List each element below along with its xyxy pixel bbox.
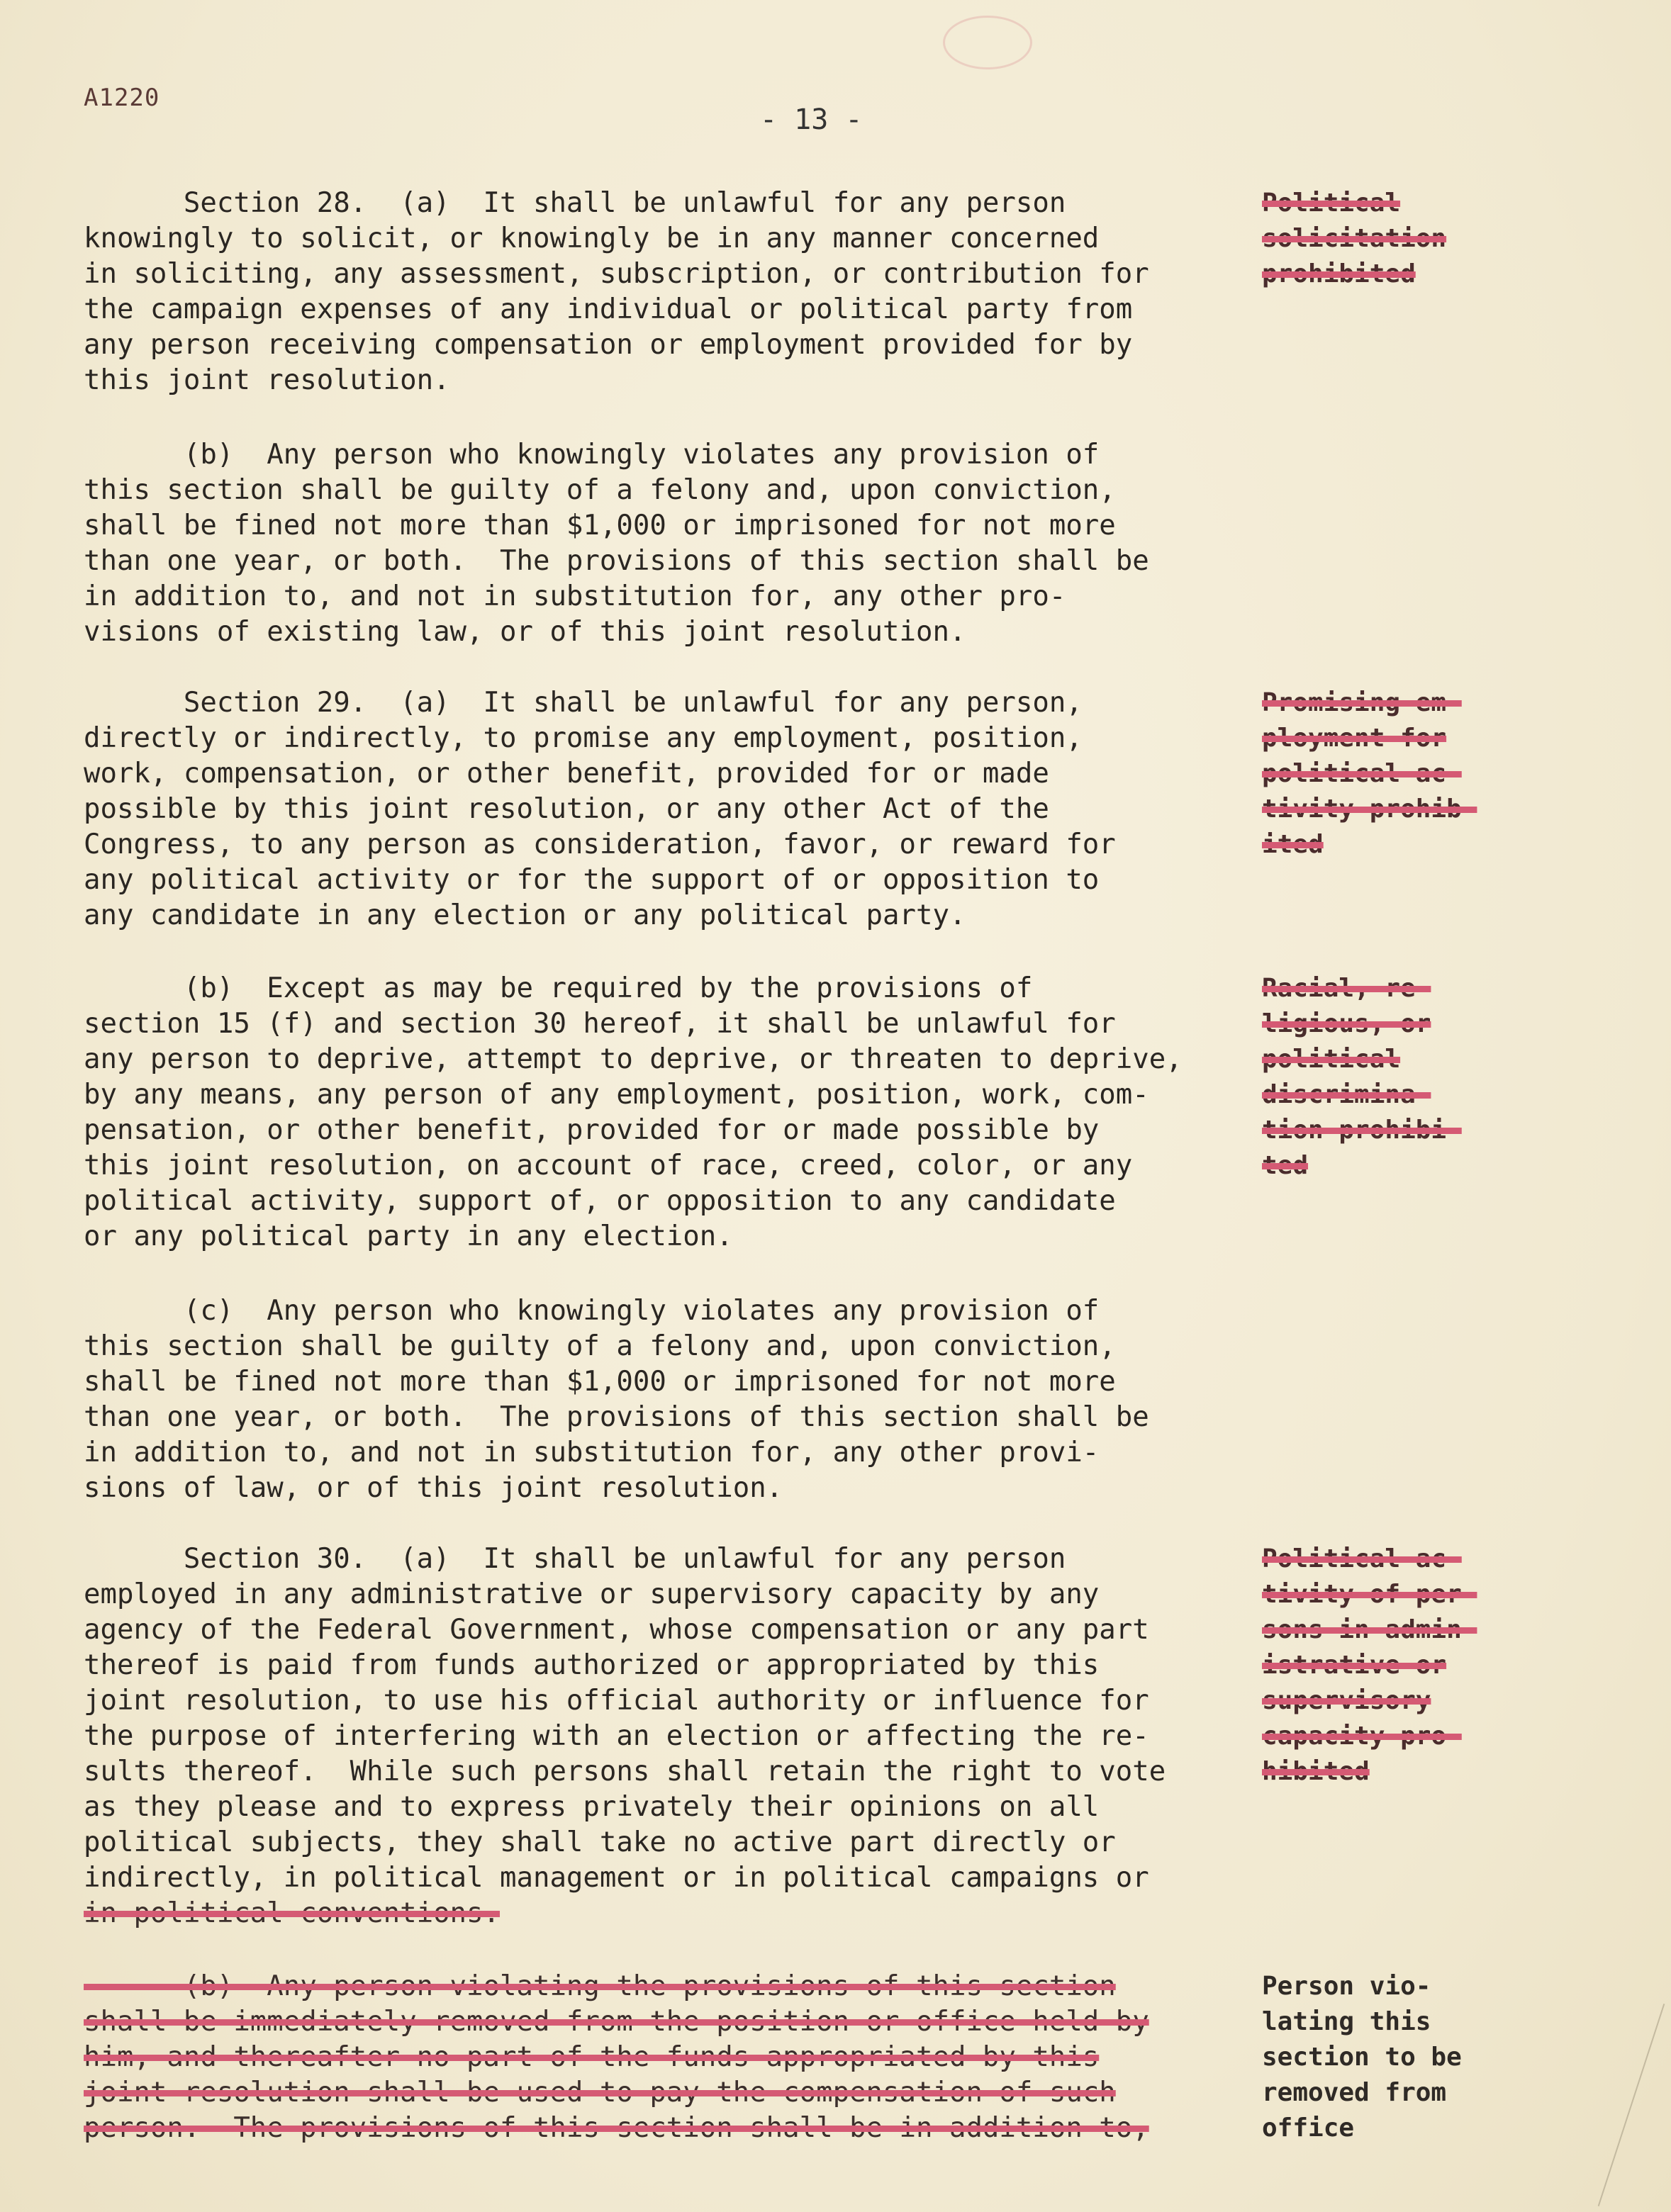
section-28a-paragraph: Section 28. (a) It shall be unlawful for any person knowingly to solicit, or knowingly be in any manner concerned in soliciting, any assessment, subscription, or contribution for the campaign expenses of any individual or political party from any person receiving compensation or employment provided for by this joint resolution. <box>84 187 1149 396</box>
section-29b-paragraph: (b) Except as may be required by the provisions of section 15 (f) and section 30 hereof, it shall be unlawful for any person to deprive, attempt to deprive, or threaten to deprive, by any means, any person of any employment, position, work, com- pensation, or other benefit, provided for or made possible by this joint resolution, on account of race, creed, color, or any political activity, support of, or opposition to any candidate or any political party in any election. <box>84 972 1183 1252</box>
section-29a-paragraph: Section 29. (a) It shall be unlawful for any person, directly or indirectly, to promise any employment, position, work, compensation, or other benefit, provided for or made possible by this joint resolution, or any other Act of the Congress, to any person as consideration, favor, or reward for any political activity or for the support of or opposition to any candidate in any election or any political party. <box>84 687 1116 931</box>
margin-note-discrimination: Racial, re- ligious, or political discrimina- tion prohibi- ted <box>1262 974 1462 1180</box>
margin-note-removal: Person vio- lating this section to be removed from office <box>1262 1972 1462 2143</box>
margin-note-political-solicitation: Political solicitation prohibited <box>1262 189 1447 288</box>
section-30b-paragraph: (b) Any person violating the provisions of this section shall be immediately removed from the position or office held by him, and thereafter no part of the funds appropriated by this joint resolution shall be used to pay the compensation of such person. The provisions of this section shall be in addition to, <box>84 1970 1149 2144</box>
section-30a-struck-tail: in political conventions. <box>84 1897 500 1929</box>
page-number: - 13 - <box>760 103 863 136</box>
section-29c-paragraph: (c) Any person who knowingly violates any provision of this section shall be guilty of a felony and, upon conviction, shall be fined not more than $1,000 or imprisoned for not more than one year, or both. The provisions of this section shall be in addition to, and not in substitution for, any other provi- sions of law, or of this joint resolution. <box>84 1295 1149 1504</box>
document-id: A1220 <box>84 84 160 112</box>
section-30a-paragraph: Section 30. (a) It shall be unlawful for any person employed in any administrative or supervisory capacity by any agency of the Federal Government, whose compensation or any part thereof is paid from funds authorized or appropriated by this joint resolution, to use his official authority or influence for the purpose of interfering with an election or affecting the re- sults thereof. While such persons shall retain the right to vote as they please and to express privately their opinions on all political subjects, they shall take no active part directly or indirectly, in political management or in political campaigns or <box>84 1543 1166 1894</box>
margin-note-promising-employment: Promising em- ployment for political ac- tivity prohib- ited <box>1262 688 1477 859</box>
section-28b-paragraph: (b) Any person who knowingly violates any provision of this section shall be guilty of a felony and, upon conviction, shall be fined not more than $1,000 or imprisoned for not more than one year, or both. The provisions of this section shall be in addition to, and not in substitution for, any other pro- visions of existing law, or of this joint resolution. <box>84 439 1149 648</box>
margin-note-political-activity: Political ac- tivity of per- sons in admin- istrative or supervisory capacity pro- hibited <box>1262 1544 1477 1786</box>
paper-fold-line <box>1598 2004 1665 2206</box>
faint-stamp-mark <box>943 16 1032 69</box>
